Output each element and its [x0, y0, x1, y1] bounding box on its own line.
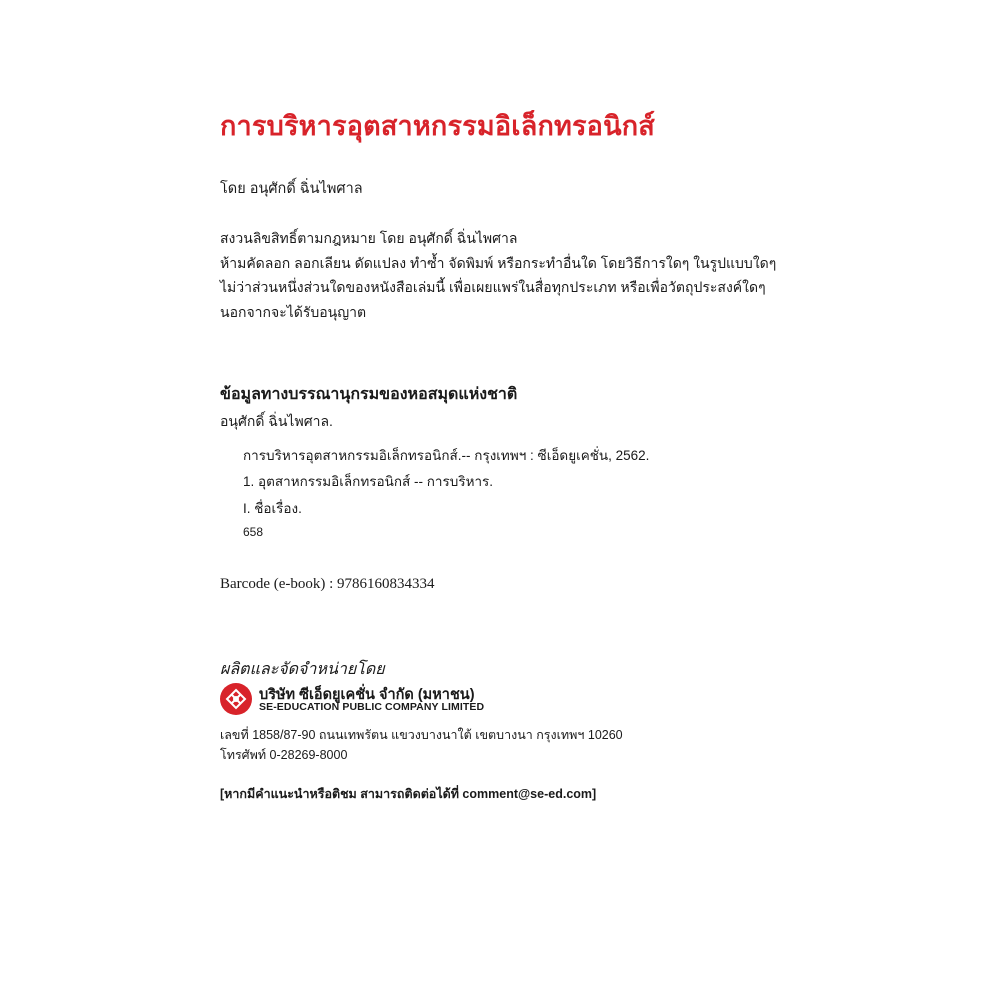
catalog-entry: การบริหารอุตสาหกรรมอิเล็กทรอนิกส์.-- กรุงเทพฯ : ซีเอ็ดยูเคชั่น, 2562. [243, 448, 650, 463]
catalog-heading: ข้อมูลทางบรรณานุกรมของหอสมุดแห่งชาติ [220, 386, 518, 403]
copyright-line: ไม่ว่าส่วนหนึ่งส่วนใดของหนังสือเล่มนี้ เพื่อเผยแพร่ในสื่อทุกประเภท หรือเพื่อวัตถุประสงค์ใดๆ [220, 279, 766, 295]
company-name-english: SE-EDUCATION PUBLIC COMPANY LIMITED [259, 701, 485, 713]
copyright-line: นอกจากจะได้รับอนุญาต [220, 303, 367, 320]
catalog-subject: 1. อุตสาหกรรมอิเล็กทรอนิกส์ -- การบริหาร. [243, 474, 494, 489]
publisher-address-block [220, 726, 623, 765]
publisher-address: เลขที่ 1858/87-90 ถนนเทพรัตน แขวงบางนาใต้ เขตบางนา กรุงเทพฯ 10260 [220, 728, 623, 742]
catalog-title-entry: I. ชื่อเรื่อง. [243, 501, 302, 516]
copyright-line: ห้ามคัดลอก ลอกเลียน ดัดแปลง ทำซ้ำ จัดพิมพ์ หรือกระทำอื่นใด โดยวิธีการใดๆ ในรูปแบบใดๆ [220, 254, 777, 271]
book-title: การบริหารอุตสาหกรรมอิเล็กทรอนิกส์ [220, 111, 655, 141]
se-ed-logo-icon [220, 683, 252, 715]
producer-label: ผลิตและจัดจำหน่ายโดย [220, 661, 385, 678]
catalog-author: อนุศักดิ์ ฉิ่นไพศาล. [220, 413, 333, 429]
publisher-phone: โทรศัพท์ 0-28269-8000 [220, 747, 348, 762]
catalog-class-number: 658 [243, 525, 264, 539]
feedback-contact: [หากมีคำแนะนำหรือติชม สามารถติดต่อได้ที่ comment@se-ed.com] [220, 787, 597, 801]
company-name-thai: บริษัท ซีเอ็ดยูเคชั่น จำกัด (มหาชน) [259, 687, 475, 703]
barcode-text: Barcode (e-book) : 9786160834334 [220, 576, 435, 592]
copyright-notice [220, 226, 776, 324]
author-line: โดย อนุศักดิ์ ฉิ่นไพศาล [220, 181, 363, 197]
copyright-line: สงวนลิขสิทธิ์ตามกฎหมาย โดย อนุศักดิ์ ฉิ่นไพศาล [220, 230, 518, 246]
